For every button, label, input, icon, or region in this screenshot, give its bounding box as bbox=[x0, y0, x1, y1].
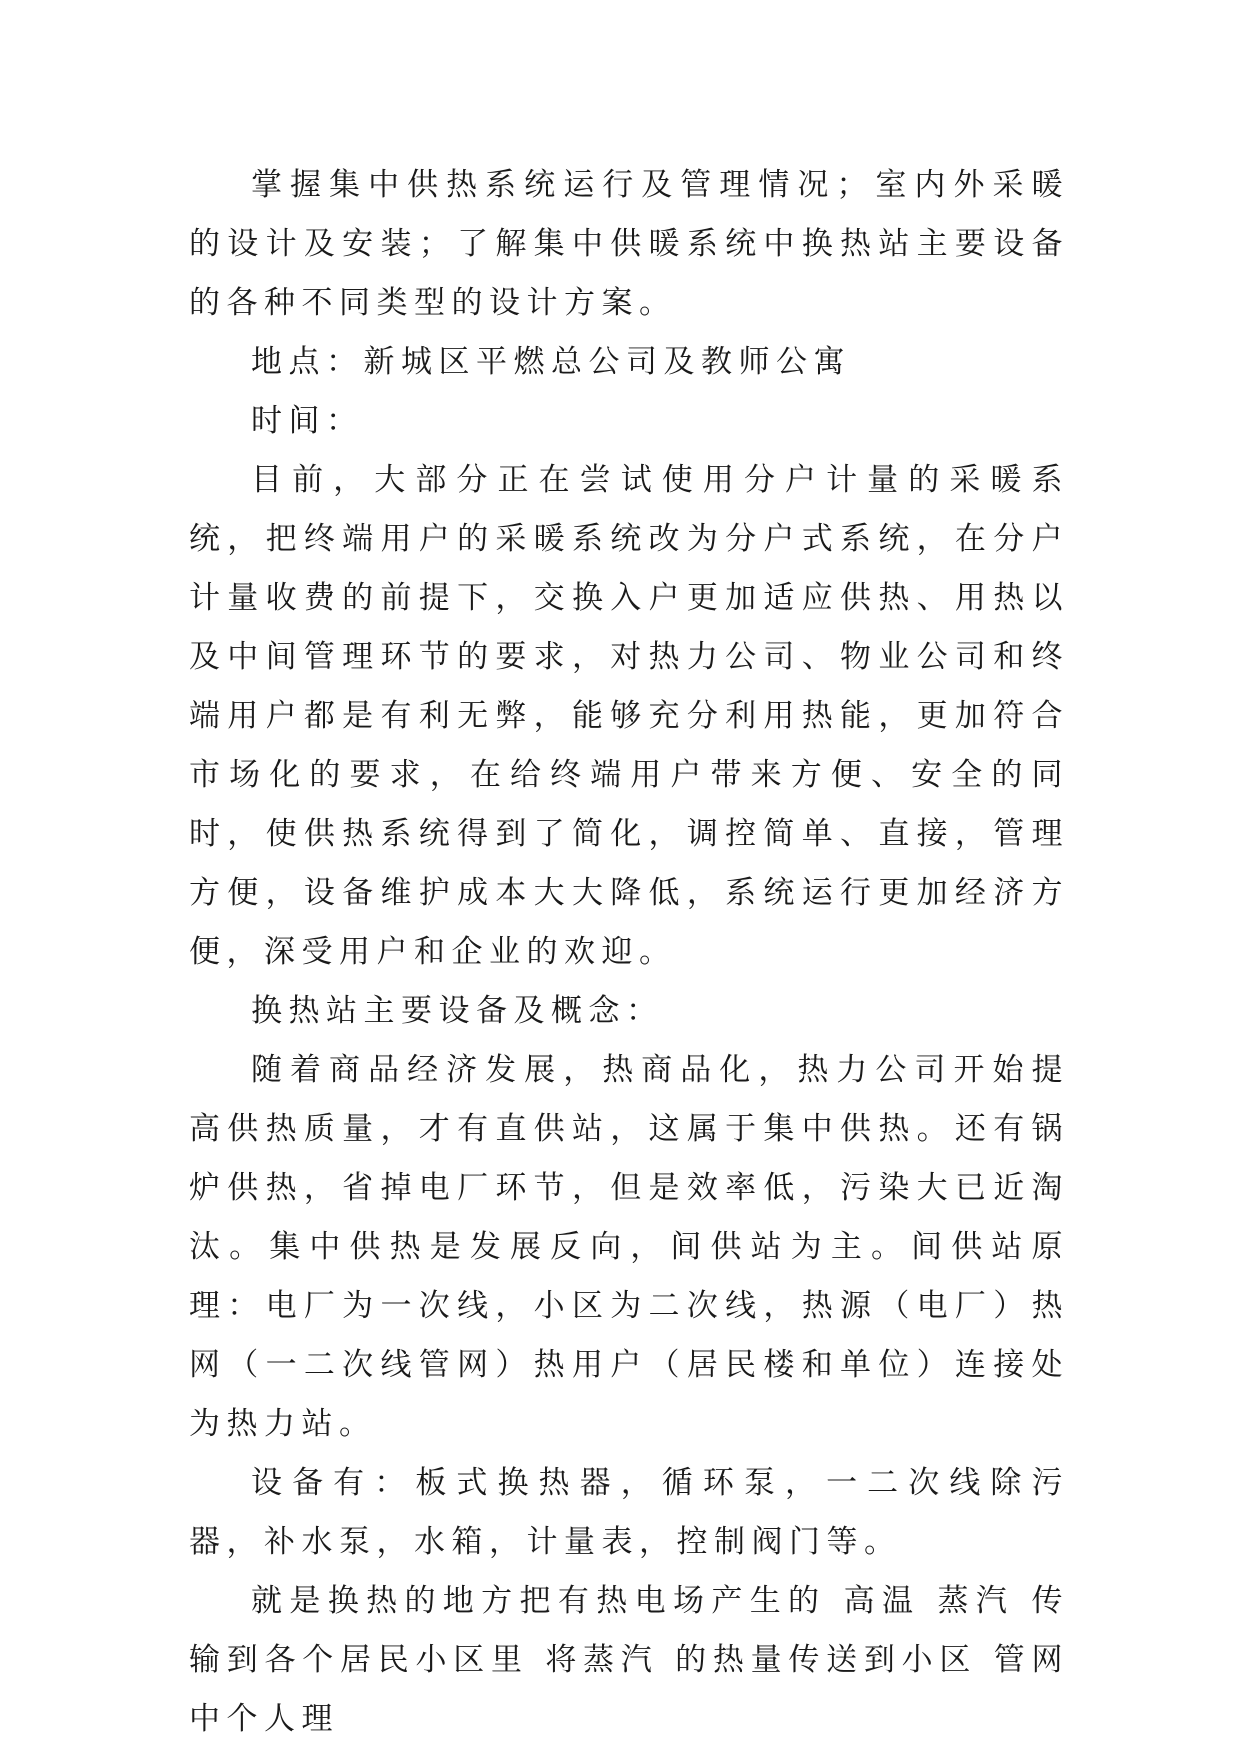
paragraph-heat-supply-background: 随着商品经济发展，热商品化，热力公司开始提高供热质量，才有直供站，这属于集中供热。还有锅炉供热，省掉电厂环节，但是效率低，污染大已近淘汰。集中供热是发展反向，间供站为主。间供站原理：电厂为一次线，小区为二次线，热源（电厂）热网（一二次线管网）热用户（居民楼和单位）连接处为热力站。 bbox=[189, 1052, 1069, 1442]
paragraph-equipment-list: 设备有：板式换热器，循环泵，一二次线除污器，补水泵，水箱，计量表，控制阀门等。 bbox=[189, 1465, 1069, 1560]
paragraph-objectives: 掌握集中供热系统运行及管理情况；室内外采暖的设计及安装；了解集中供暖系统中换热站主要设备的各种不同类型的设计方案。 bbox=[189, 167, 1069, 321]
paragraph-heat-exchange-description: 就是换热的地方把有热电场产生的 高温 蒸汽 传输到各个居民小区里 将蒸汽 的热量传送到小区 管网中个人理 bbox=[189, 1583, 1069, 1737]
paragraph-metering-system: 目前，大部分正在尝试使用分户计量的采暖系统，把终端用户的采暖系统改为分户式系统，在分户计量收费的前提下，交换入户更加适应供热、用热以及中间管理环节的要求，对热力公司、物业公司和终端用户都是有利无弊，能够充分利用热能，更加符合市场化的要求，在给终端用户带来方便、安全的同时，使供热系统得到了简化，调控简单、直接，管理方便，设备维护成本大大降低，系统运行更加经济方便，深受用户和企业的欢迎。 bbox=[189, 462, 1069, 970]
paragraph-location: 地点：新城区平燃总公司及教师公寓 bbox=[251, 344, 851, 380]
document-body bbox=[189, 156, 1069, 1749]
paragraph-equipment-heading: 换热站主要设备及概念： bbox=[251, 993, 664, 1029]
paragraph-time: 时间： bbox=[251, 403, 364, 439]
